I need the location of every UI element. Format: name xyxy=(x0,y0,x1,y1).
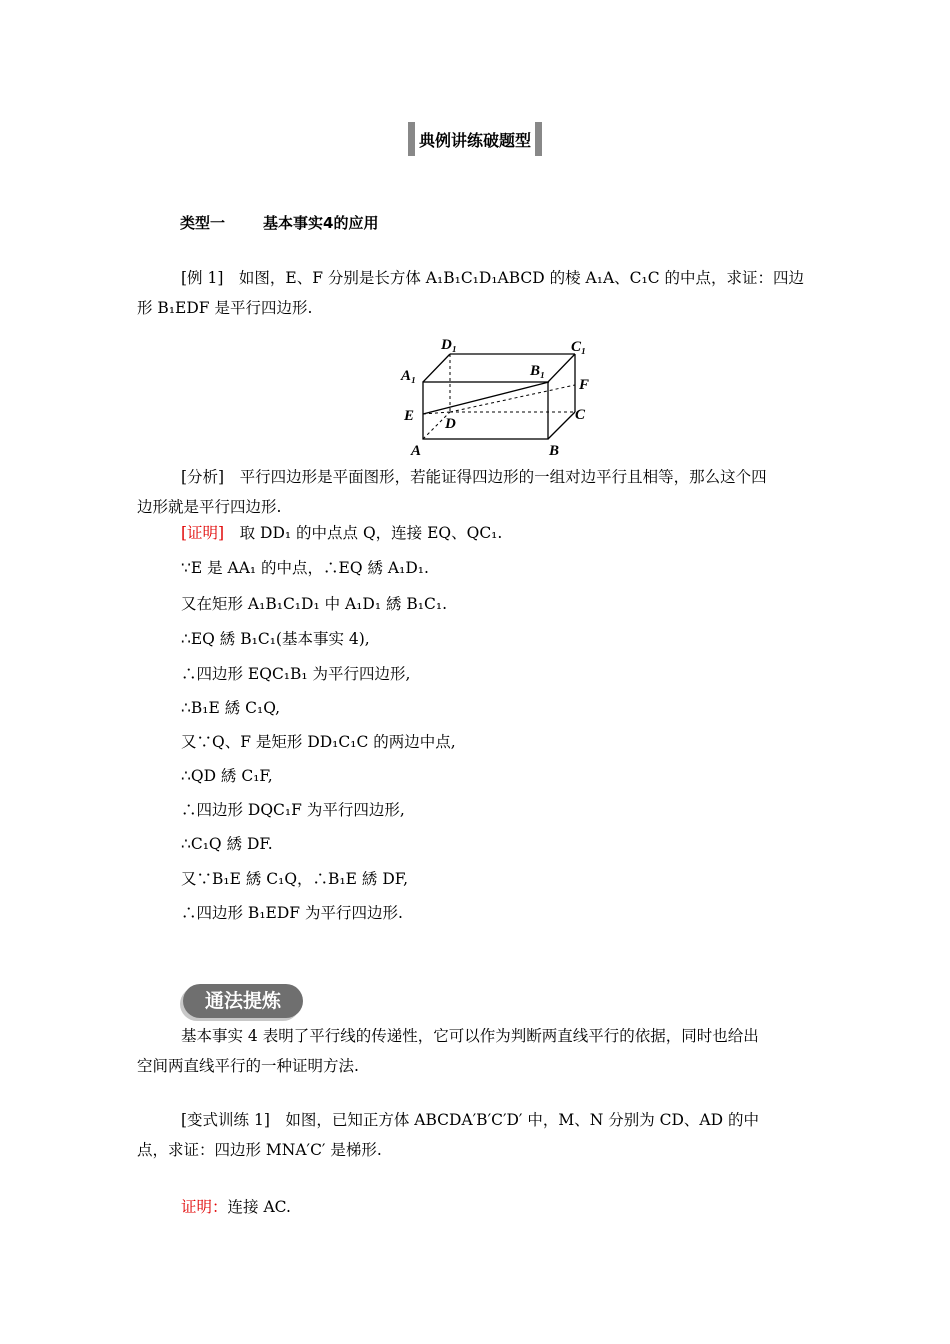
variant-1-line-1: [变式训练 1] 如图，已知正方体 ABCDA′B′C′D′ 中，M、N 分别为 CD、AD 的中 xyxy=(181,1111,759,1129)
variant-1-line-2: 点，求证：四边形 MNA′C′ 是梯形. xyxy=(137,1141,382,1159)
label-A1: A₁ xyxy=(401,368,417,384)
label-E: E xyxy=(404,408,415,424)
label-C: C xyxy=(575,407,586,423)
proof-step: ∴QD 綉 C₁F, xyxy=(181,767,273,785)
label-D1: D₁ xyxy=(441,337,458,353)
method-summary xyxy=(137,1021,815,1081)
label-D: D xyxy=(445,416,456,432)
example-1-line-1: [例 1] 如图，E、F 分别是长方体 A₁B₁C₁D₁ABCD 的棱 A₁A、C₁C 的中点，求证：四边 xyxy=(181,269,805,287)
method-badge: 通法提炼 xyxy=(183,984,303,1018)
proof-step: ∴四边形 EQC₁B₁ 为平行四边形, xyxy=(181,665,411,683)
proof-step: ∴四边形 DQC₁F 为平行四边形, xyxy=(181,801,405,819)
proof-first-line xyxy=(181,522,502,544)
proof-tag: [证明] xyxy=(181,524,225,542)
type-title: 基本事实4的应用 xyxy=(263,214,379,232)
proof-step: 又在矩形 A₁B₁C₁D₁ 中 A₁D₁ 綉 B₁C₁. xyxy=(181,595,448,613)
label-F: F xyxy=(579,377,590,393)
final-proof-text: 连接 AC. xyxy=(227,1198,291,1216)
proof-first-text: 取 DD₁ 的中点点 Q，连接 EQ、QC₁. xyxy=(224,524,503,542)
variant-1 xyxy=(137,1105,815,1165)
label-A: A xyxy=(411,443,422,459)
proof-step: 又∵Q、F 是矩形 DD₁C₁C 的两边中点, xyxy=(181,733,456,751)
proof-step: 又∵B₁E 綉 C₁Q，∴B₁E 綉 DF, xyxy=(181,870,409,888)
proof-step: ∵E 是 AA₁ 的中点，∴EQ 綉 A₁D₁. xyxy=(181,559,429,577)
example-1 xyxy=(137,263,815,323)
title-bar-right xyxy=(535,122,542,156)
final-proof-tag: 证明： xyxy=(181,1198,228,1216)
analysis xyxy=(137,462,815,522)
cuboid-figure xyxy=(395,330,605,460)
proof-step: ∴四边形 B₁EDF 为平行四边形. xyxy=(181,904,403,922)
section-title-text: 典例讲练破题型 xyxy=(418,130,531,150)
final-proof xyxy=(181,1196,291,1218)
analysis-line-1: [分析] 平行四边形是平面图形，若能证得四边形的一组对边平行且相等，那么这个四 xyxy=(181,468,767,486)
method-line-1: 基本事实 4 表明了平行线的传递性，它可以作为判断两直线平行的依据，同时也给出 xyxy=(181,1027,759,1045)
type-label: 类型一 xyxy=(180,214,226,232)
section-title xyxy=(0,122,950,156)
type-heading xyxy=(180,212,378,233)
label-C1: C₁ xyxy=(571,339,587,355)
proof-step: ∴B₁E 綉 C₁Q, xyxy=(181,699,281,717)
proof-step: ∴C₁Q 綉 DF. xyxy=(181,835,273,853)
example-1-line-2: 形 B₁EDF 是平行四边形. xyxy=(137,299,313,317)
proof-step: ∴EQ 綉 B₁C₁(基本事实 4), xyxy=(181,630,370,648)
title-bar-left xyxy=(408,122,415,156)
method-line-2: 空间两直线平行的一种证明方法. xyxy=(137,1057,359,1075)
analysis-line-2: 边形就是平行四边形. xyxy=(137,498,282,516)
label-B: B xyxy=(549,443,560,459)
label-B1: B₁ xyxy=(530,363,546,379)
